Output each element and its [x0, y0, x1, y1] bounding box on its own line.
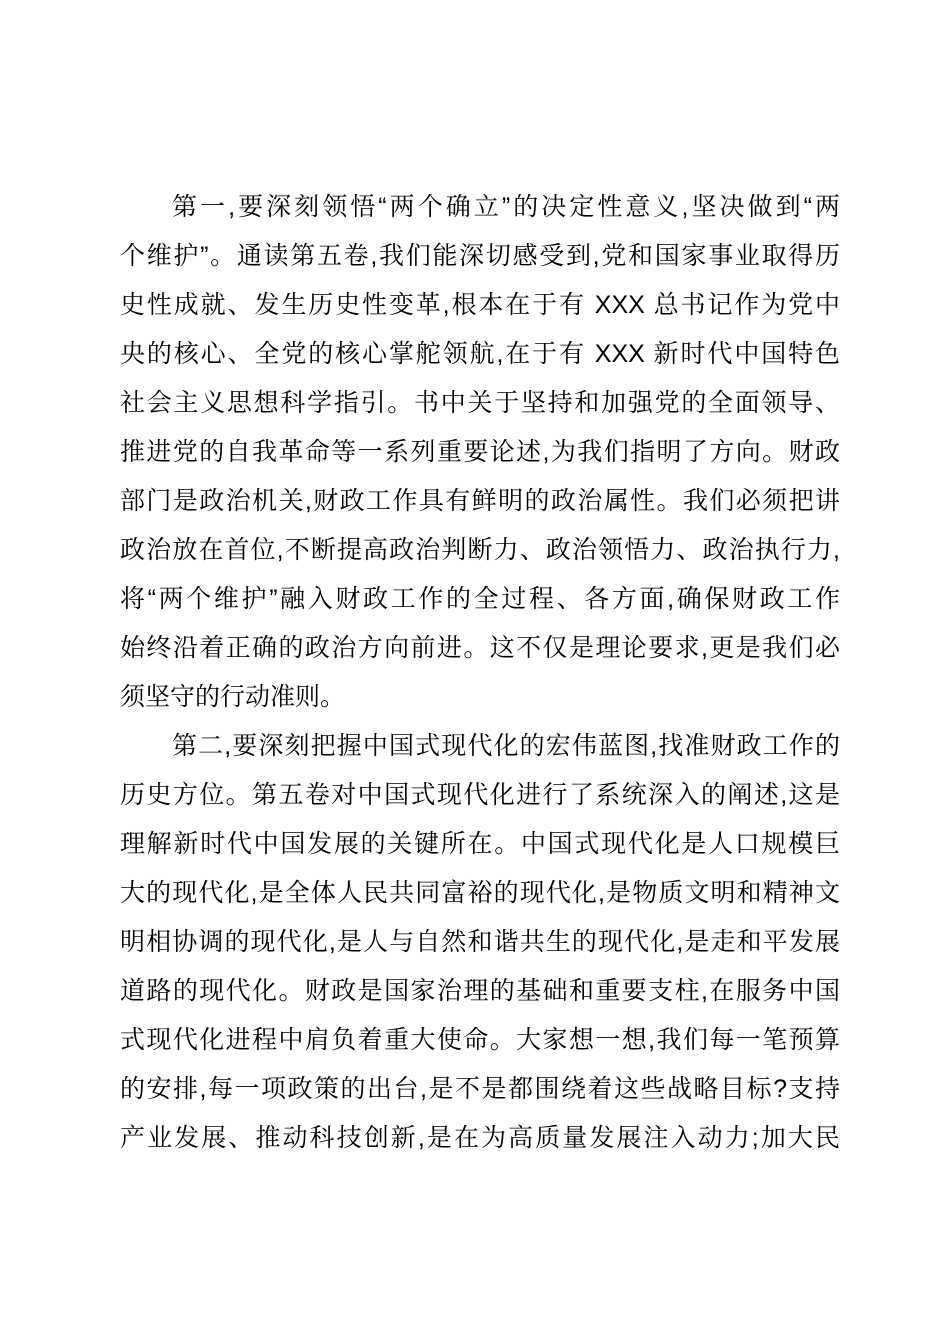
text-line: 产业发展、推动科技创新,是在为高质量发展注入动力;加大民: [120, 1124, 840, 1152]
text-line: 历史方位。第五卷对中国式现代化进行了系统深入的阐述,这是: [120, 781, 840, 809]
text-line: 大的现代化,是全体人民共同富裕的现代化,是物质文明和精神文: [120, 879, 840, 907]
document-body: [120, 183, 840, 1163]
text-line: 明相协调的现代化,是人与自然和谐共生的现代化,是走和平发展: [120, 928, 840, 956]
text-line: 推进党的自我革命等一系列重要论述,为我们指明了方向。财政: [120, 438, 840, 466]
text-line: 部门是政治机关,财政工作具有鲜明的政治属性。我们必须把讲: [120, 487, 840, 515]
text-line: 式现代化进程中肩负着重大使命。大家想一想,我们每一笔预算: [120, 1026, 840, 1054]
text-line: 道路的现代化。财政是国家治理的基础和重要支柱,在服务中国: [120, 977, 840, 1005]
text-line: 史性成就、发生历史性变革,根本在于有 XXX 总书记作为党中: [120, 291, 840, 319]
text-line: 理解新时代中国发展的关键所在。中国式现代化是人口规模巨: [120, 830, 840, 858]
text-line: 始终沿着正确的政治方向前进。这不仅是理论要求,更是我们必: [120, 634, 840, 662]
text-line: 的安排,每一项政策的出台,是不是都围绕着这些战略目标?支持: [120, 1075, 840, 1103]
text-line: 须坚守的行动准则。: [120, 683, 346, 711]
text-line: 第一,要深刻领悟“两个确立”的决定性意义,坚决做到“两: [172, 193, 840, 221]
text-line: 将“两个维护”融入财政工作的全过程、各方面,确保财政工作: [120, 585, 840, 613]
text-line: 政治放在首位,不断提高政治判断力、政治领悟力、政治执行力,: [120, 536, 840, 564]
text-line: 社会主义思想科学指引。书中关于坚持和加强党的全面领导、: [120, 389, 840, 417]
text-line: 个维护”。通读第五卷,我们能深切感受到,党和国家事业取得历: [120, 242, 840, 270]
text-line: 第二,要深刻把握中国式现代化的宏伟蓝图,找准财政工作的: [172, 732, 840, 760]
text-line: 央的核心、全党的核心掌舵领航,在于有 XXX 新时代中国特色: [120, 340, 840, 368]
